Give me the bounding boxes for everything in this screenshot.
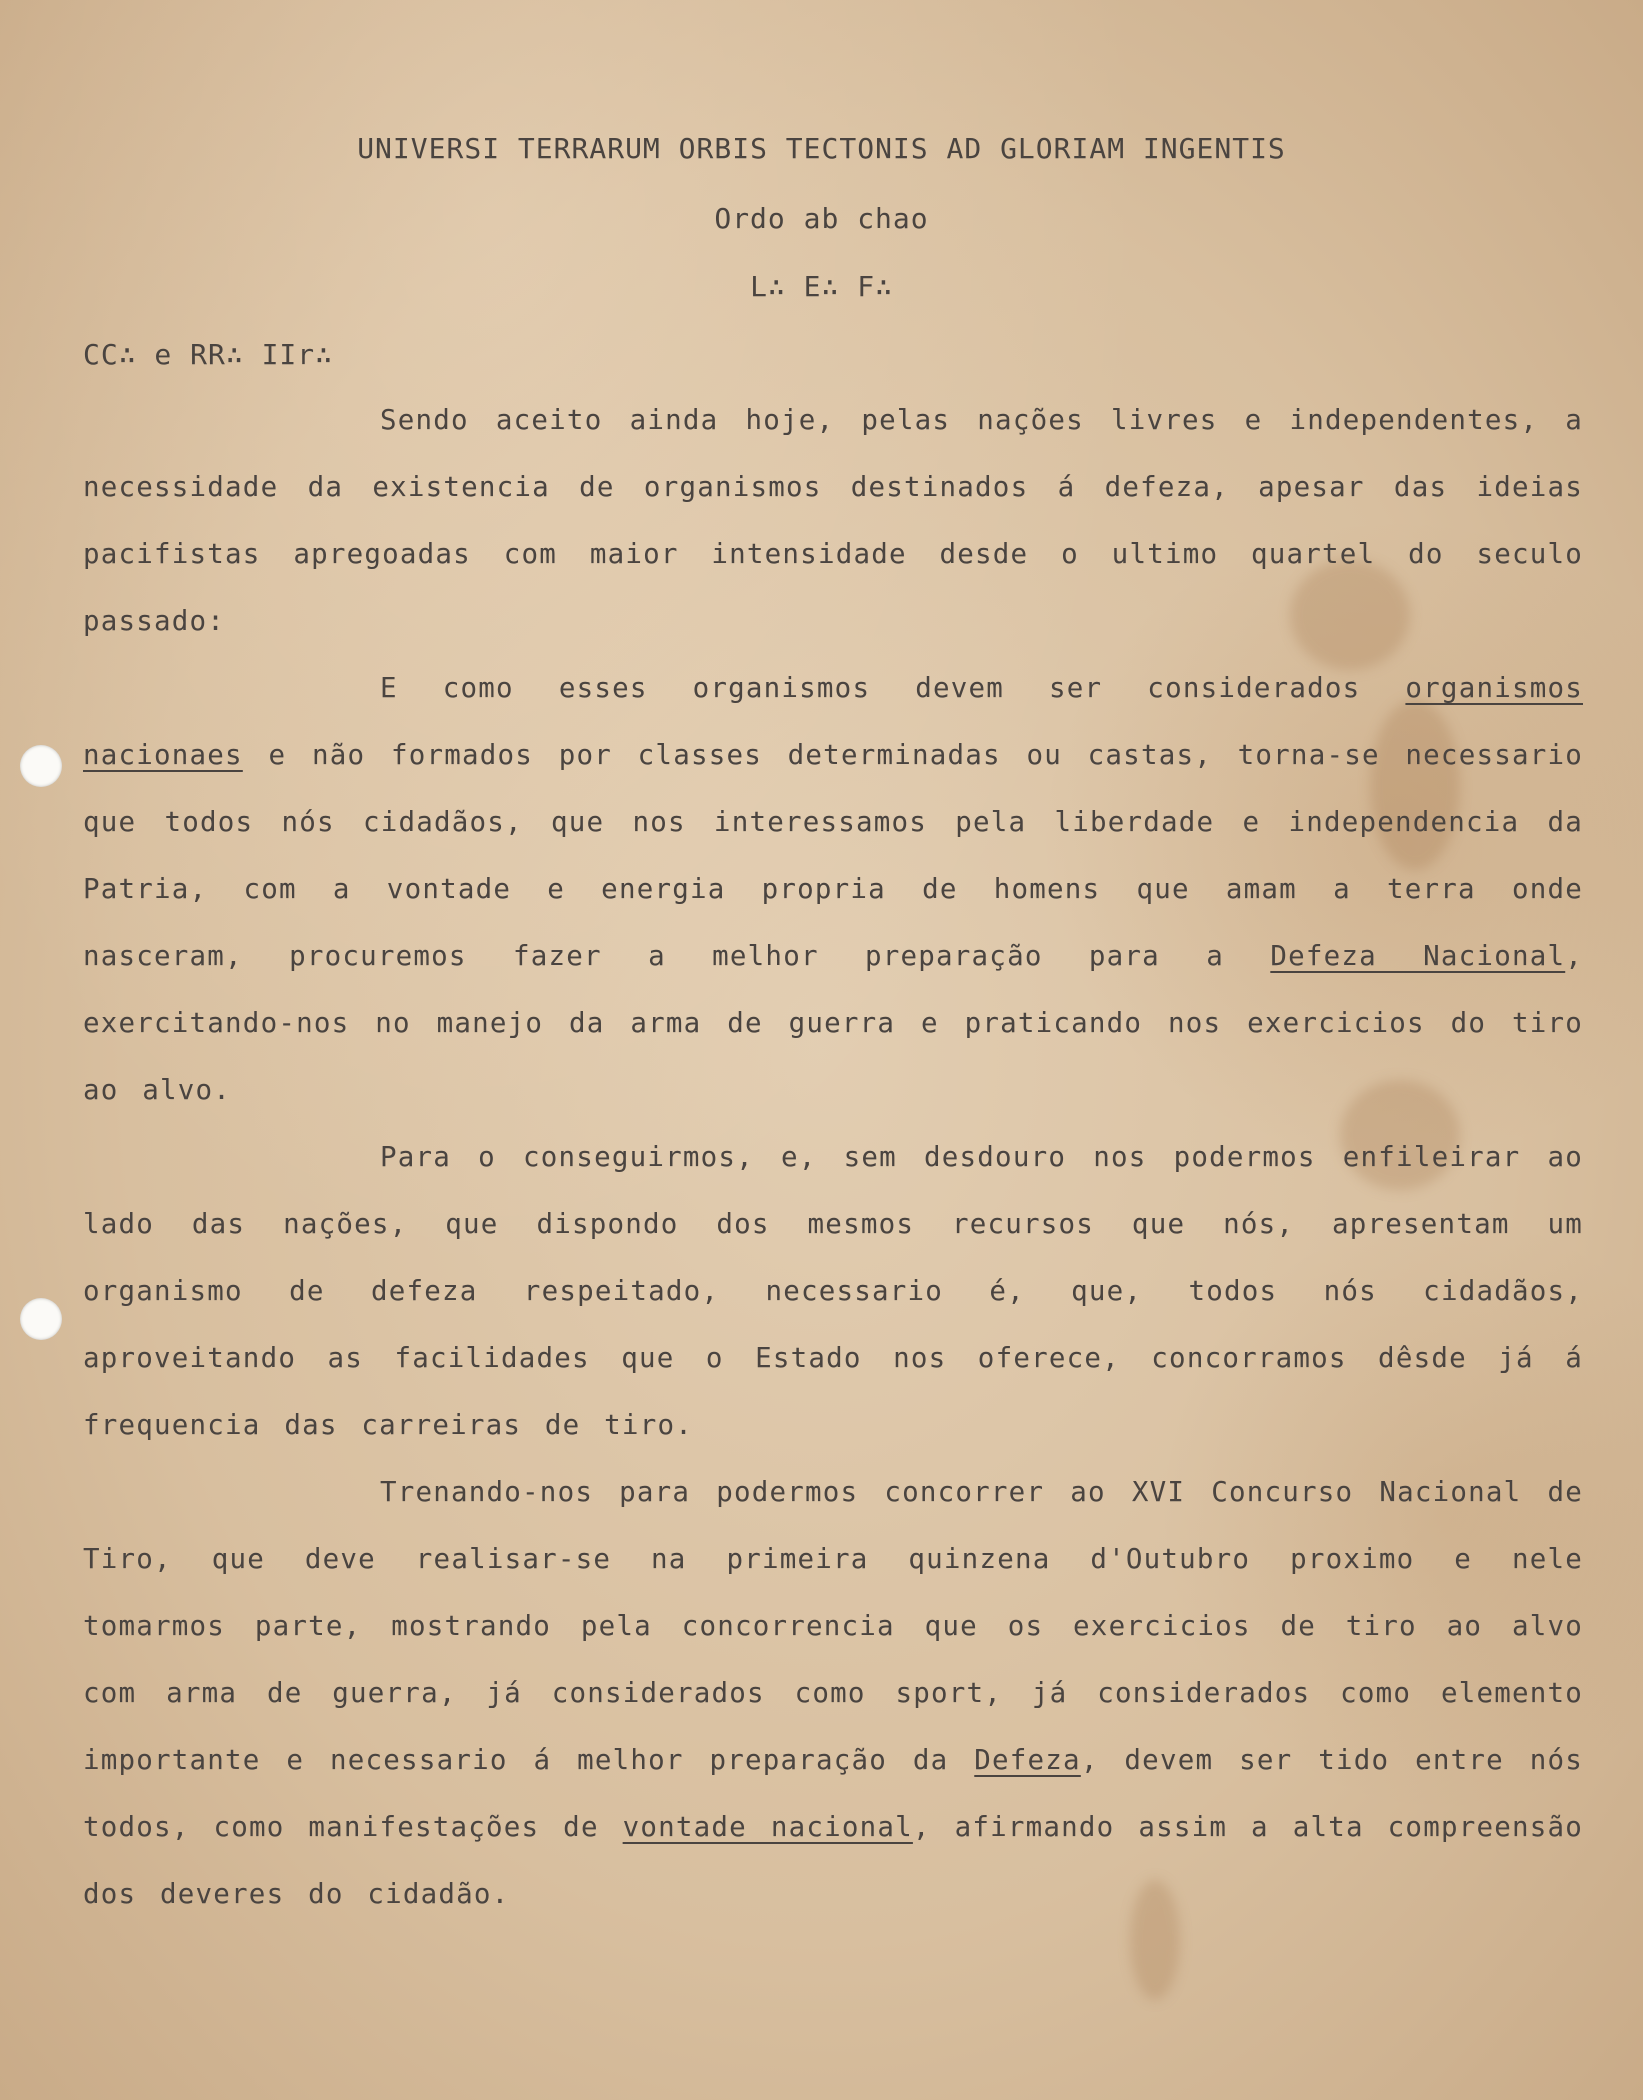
header-subtitle: Ordo ab chao: [714, 202, 929, 235]
paragraph-3: [83, 1124, 1583, 1459]
paragraph-3-text: Para o conseguirmos, e, sem desdouro nos podermos enfileirar ao lado das nações, que dispondo dos mesmos recursos que nós, apresentam um organismo de defeza respeitado, necessario é, que, todos nós cidadãos, aproveitando as facilidades que o Estado nos oferece, concorramos dêsde já á frequencia das carreiras de tiro.: [83, 1141, 1583, 1441]
paragraph-1: [83, 387, 1583, 655]
paragraph-2-text: , exercitando-nos no manejo da arma de guerra e praticando nos exercicios do tiro ao alvo.: [83, 940, 1583, 1106]
paragraph-4-text: , devem ser tido entre nós todos, como manifestações de: [83, 1744, 1583, 1843]
underlined-phrase: organismos nacionaes: [83, 672, 1583, 771]
paragraph-2: [83, 655, 1583, 1124]
paragraph-4-text: , afirmando assim a alta compreensão dos deveres do cidadão.: [83, 1811, 1583, 1910]
paragraph-4: [83, 1459, 1583, 1928]
paragraph-2-text: e não formados por classes determinadas ou castas, torna-se necessario que todos nós cidadãos, que nos interessamos pela liberdade e independencia da Patria, com a vontade e energia propria de homens que amam a terra onde nasceram, procuremos fazer a melhor preparação para a: [83, 739, 1583, 972]
underlined-phrase: vontade nacional: [622, 1811, 913, 1843]
underlined-phrase: Defeza: [974, 1744, 1081, 1776]
letter-body: [83, 387, 1583, 1928]
punch-hole-bottom: [20, 1298, 62, 1340]
paragraph-1-text: Sendo aceito ainda hoje, pelas nações livres e independentes, a necessidade da existencia de organismos destinados á defeza, apesar das ideias pacifistas apregoadas com maior intensidade desde o ultimo quartel do seculo passado:: [83, 404, 1583, 637]
salutation: CC∴ e RR∴ IIr∴: [83, 338, 334, 371]
underlined-phrase: Defeza Nacional: [1270, 940, 1566, 972]
header-initials: L∴ E∴ F∴: [750, 270, 893, 303]
paragraph-2-text: E como esses organismos devem ser considerados: [380, 672, 1406, 704]
punch-hole-top: [20, 745, 62, 787]
header-motto: UNIVERSI TERRARUM ORBIS TECTONIS AD GLORIAM INGENTIS: [357, 132, 1286, 165]
paragraph-4-text: Trenando-nos para podermos concorrer ao XVI Concurso Nacional de Tiro, que deve realisar-se na primeira quinzena d'Outubro proximo e nele tomarmos parte, mostrando pela concorrencia que os exercicios de tiro ao alvo com arma de guerra, já considerados como sport, já considerados como elemento importante e necessario á melhor preparação da: [83, 1476, 1583, 1776]
